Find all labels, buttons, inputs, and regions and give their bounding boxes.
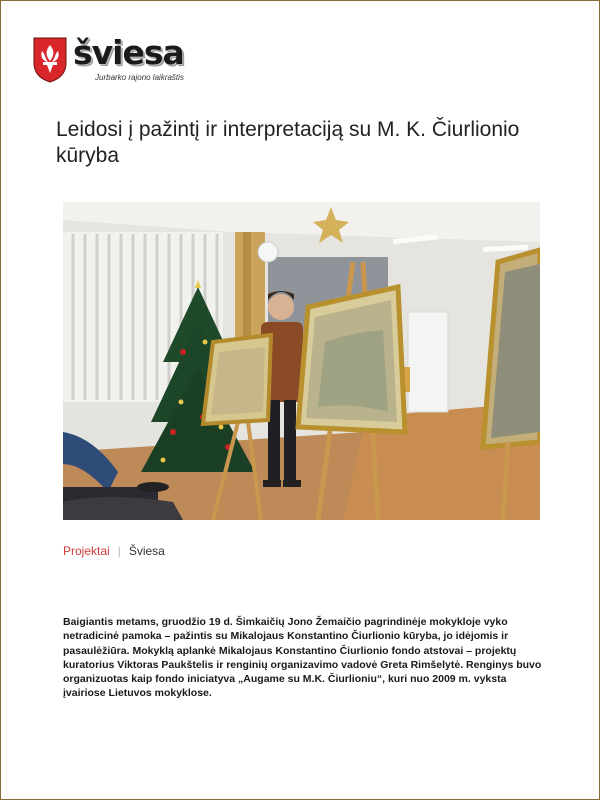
- category-link[interactable]: Projektai: [63, 544, 110, 558]
- brand-name: šviesa: [73, 33, 184, 72]
- article-photo: [63, 202, 540, 520]
- article-meta: [63, 544, 165, 558]
- masthead-logo[interactable]: [33, 33, 213, 87]
- source-label: Šviesa: [128, 544, 165, 558]
- brand-tagline: Jurbarko rajono laikraštis: [95, 73, 184, 82]
- coat-of-arms-icon: [33, 37, 67, 83]
- article-title: Leidosi į pažintį ir interpretaciją su M. K. Čiurlionio kūryba: [56, 118, 520, 167]
- meta-separator: |: [117, 544, 121, 558]
- article-body: Baigiantis metams, gruodžio 19 d. Šimkaičių Jono Žemaičio pagrindinėje mokykloje vyko netradicinė pamoka – pažintis su Mikalojaus Konstantino Čiurlionio kūryba, jo idėjomis ir pasaulėžiūra. Mokyklą aplankė Mikalojaus Konstantino Čiurlionio fondo atstovai – projektų kuratorius Viktoras Paukštelis ir renginių organizavimo vadovė Greta Rimšelytė. Renginys buvo organizuotas kaip fondo iniciatyva „Augame su M.K. Čiurlioniu“, kuri nuo 2009 m. vyksta įvairiose Lietuvos mokyklose.: [63, 616, 542, 700]
